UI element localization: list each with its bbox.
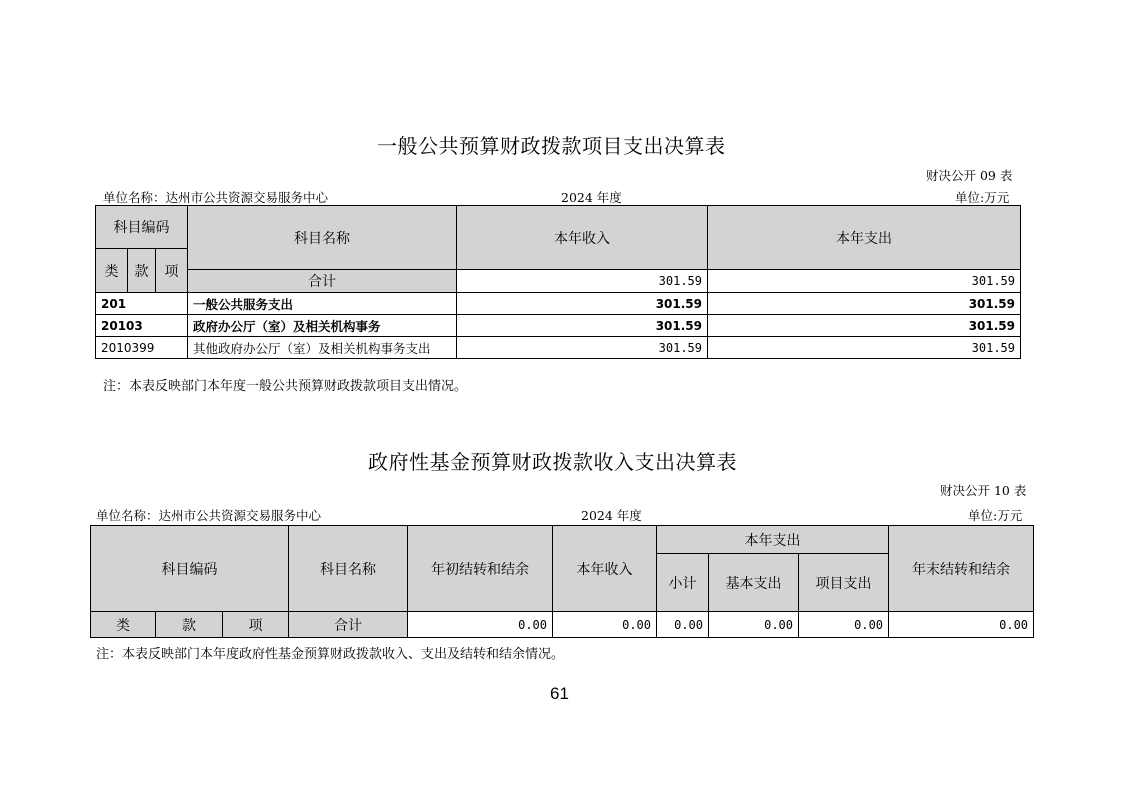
- table-row: [96, 293, 1021, 315]
- table1: [95, 205, 1021, 359]
- table2-header-end-balance: 年末结转和结余: [889, 526, 1034, 612]
- table1-unit: 单位:万元: [955, 190, 1010, 205]
- table2-header-kuan: 款: [156, 612, 223, 638]
- table1-header-expense: 本年支出: [708, 206, 1021, 270]
- table1-total-label: 合计: [188, 270, 457, 293]
- table2-form-no: 财决公开 10 表: [940, 483, 1027, 498]
- table-row: [96, 315, 1021, 337]
- table2-header-basic: 基本支出: [709, 554, 799, 612]
- table1-total-expense: 301.59: [708, 270, 1021, 293]
- table2-total-subtotal: 0.00: [657, 612, 709, 638]
- page-number: 61: [550, 684, 569, 703]
- row-income: 301.59: [457, 337, 708, 359]
- table1-title: 一般公共预算财政拨款项目支出决算表: [377, 134, 726, 158]
- table2-total-label: 合计: [289, 612, 408, 638]
- table1-header-name: 科目名称: [188, 206, 457, 270]
- table1-form-no: 财决公开 09 表: [926, 168, 1013, 183]
- table1-header-income: 本年收入: [457, 206, 708, 270]
- row-expense: 301.59: [708, 293, 1021, 315]
- table2-header-code: 科目编码: [91, 526, 289, 612]
- table2: [90, 525, 1034, 638]
- table-row: [96, 337, 1021, 359]
- table2-header-lei: 类: [91, 612, 156, 638]
- row-income: 301.59: [457, 293, 708, 315]
- table2-total-end-balance: 0.00: [889, 612, 1034, 638]
- row-name: 一般公共服务支出: [188, 293, 457, 315]
- table1-header-xiang: 项: [156, 249, 188, 293]
- row-expense: 301.59: [708, 337, 1021, 359]
- table1-header-kuan: 款: [128, 249, 156, 293]
- row-income: 301.59: [457, 315, 708, 337]
- table2-header-xiang: 项: [223, 612, 289, 638]
- table2-header-name: 科目名称: [289, 526, 408, 612]
- row-name: 政府办公厅（室）及相关机构事务: [188, 315, 457, 337]
- table1-unit-name: 单位名称：达州市公共资源交易服务中心: [103, 190, 329, 205]
- table2-total-income: 0.00: [553, 612, 657, 638]
- row-name: 其他政府办公厅（室）及相关机构事务支出: [188, 337, 457, 359]
- table2-total-basic: 0.00: [709, 612, 799, 638]
- table2-year: 2024 年度: [581, 508, 642, 523]
- table2-header-begin-balance: 年初结转和结余: [408, 526, 553, 612]
- table1-total-row: [96, 270, 1021, 293]
- table1-note: 注：本表反映部门本年度一般公共预算财政拨款项目支出情况。: [103, 379, 468, 394]
- table2-header-project: 项目支出: [799, 554, 889, 612]
- table2-header-expense: 本年支出: [657, 526, 889, 554]
- row-code: 20103: [96, 315, 188, 337]
- table1-header-lei: 类: [96, 249, 128, 293]
- table2-header-subtotal: 小计: [657, 554, 709, 612]
- table2-total-row: [91, 612, 1034, 638]
- table2-note: 注：本表反映部门本年度政府性基金预算财政拨款收入、支出及结转和结余情况。: [96, 647, 565, 662]
- table2-header-income: 本年收入: [553, 526, 657, 612]
- row-expense: 301.59: [708, 315, 1021, 337]
- table1-year: 2024 年度: [561, 190, 622, 205]
- table2-unit-name: 单位名称：达州市公共资源交易服务中心: [96, 508, 322, 523]
- table2-title: 政府性基金预算财政拨款收入支出决算表: [368, 450, 737, 474]
- row-code: 201: [96, 293, 188, 315]
- table1-header-code: 科目编码: [96, 206, 188, 249]
- row-code: 2010399: [96, 337, 188, 359]
- table2-total-begin-balance: 0.00: [408, 612, 553, 638]
- table2-total-project: 0.00: [799, 612, 889, 638]
- table1-total-income: 301.59: [457, 270, 708, 293]
- table2-unit: 单位:万元: [968, 508, 1023, 523]
